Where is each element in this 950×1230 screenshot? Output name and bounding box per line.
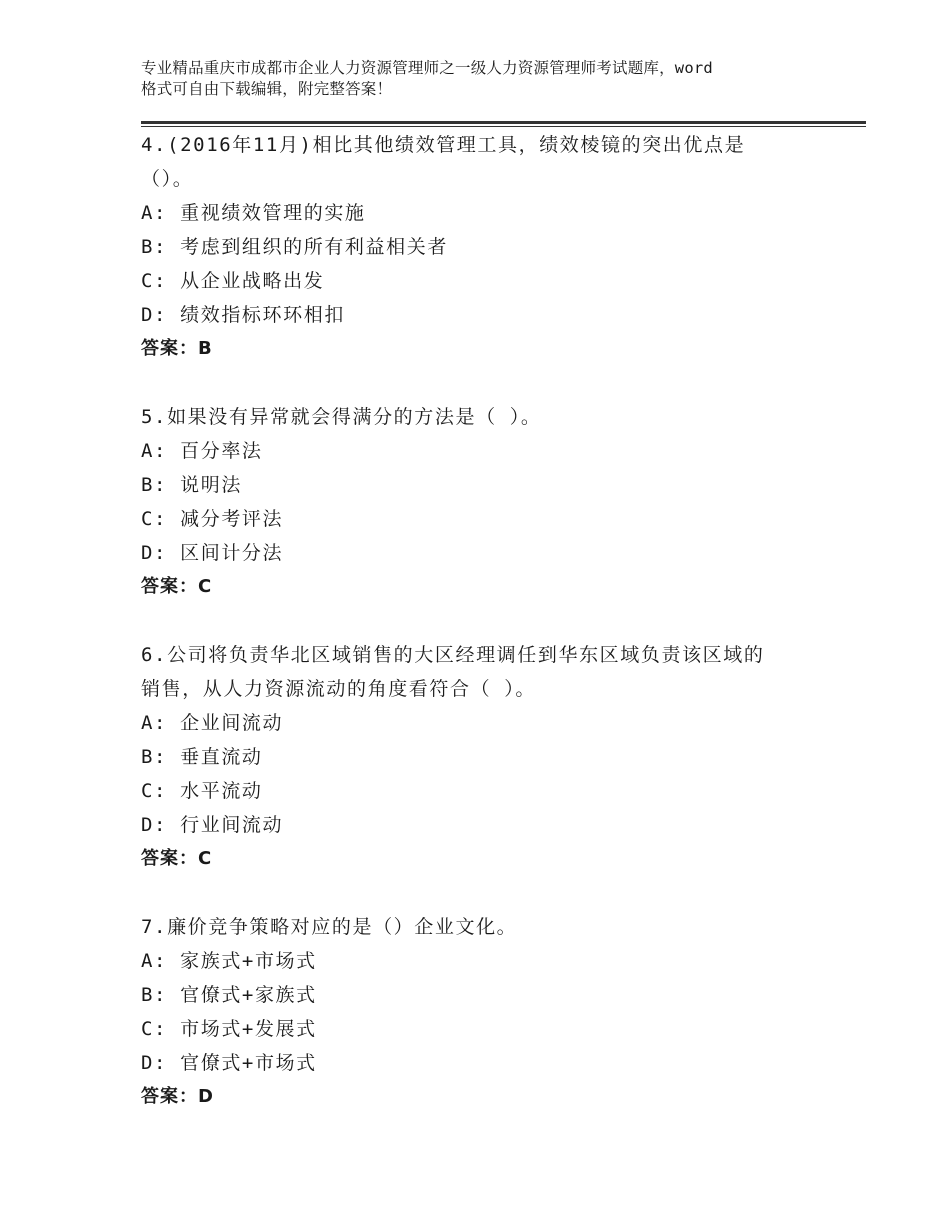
- option-a: A: 企业间流动: [141, 712, 284, 734]
- answer-label: 答案：D: [141, 1086, 214, 1107]
- question-stem-continued: 销售，从人力资源流动的角度看符合（ ）。: [141, 678, 536, 700]
- option-c: C: 市场式+发展式: [141, 1018, 317, 1040]
- option-d: D: 绩效指标环环相扣: [141, 304, 345, 326]
- question-4: [141, 128, 841, 366]
- option-b: B: 垂直流动: [141, 746, 263, 768]
- option-a: A: 百分率法: [141, 440, 263, 462]
- question-6: [141, 638, 841, 876]
- option-c: C: 从企业战略出发: [141, 270, 325, 292]
- answer-label: 答案：B: [141, 338, 213, 359]
- option-b: B: 说明法: [141, 474, 242, 496]
- question-stem: 6.公司将负责华北区域销售的大区经理调任到华东区域负责该区域的: [141, 644, 765, 666]
- answer-label: 答案：C: [141, 848, 213, 869]
- option-d: D: 区间计分法: [141, 542, 284, 564]
- option-d: D: 行业间流动: [141, 814, 284, 836]
- question-stem: 5.如果没有异常就会得满分的方法是（ ）。: [141, 406, 542, 428]
- question-stem: 7.廉价竞争策略对应的是（）企业文化。: [141, 916, 518, 938]
- answer-label: 答案：C: [141, 576, 213, 597]
- option-b: B: 考虑到组织的所有利益相关者: [141, 236, 448, 258]
- option-a: A: 家族式+市场式: [141, 950, 317, 972]
- question-stem-continued: （）。: [141, 168, 194, 190]
- header-line-1: 专业精品重庆市成都市企业人力资源管理师之一级人力资源管理师考试题库，word: [141, 59, 713, 77]
- option-a: A: 重视绩效管理的实施: [141, 202, 366, 224]
- question-stem: 4.(2016年11月)相比其他绩效管理工具，绩效棱镜的突出优点是: [141, 134, 746, 156]
- option-c: C: 水平流动: [141, 780, 263, 802]
- document-header: [141, 58, 841, 100]
- header-rule-thin: [141, 126, 866, 127]
- option-b: B: 官僚式+家族式: [141, 984, 317, 1006]
- option-d: D: 官僚式+市场式: [141, 1052, 317, 1074]
- question-list: [141, 128, 841, 1148]
- question-7: [141, 910, 841, 1114]
- header-rule-thick: [141, 121, 866, 124]
- question-5: [141, 400, 841, 604]
- header-line-2: 格式可自由下载编辑，附完整答案！: [141, 80, 393, 98]
- option-c: C: 减分考评法: [141, 508, 284, 530]
